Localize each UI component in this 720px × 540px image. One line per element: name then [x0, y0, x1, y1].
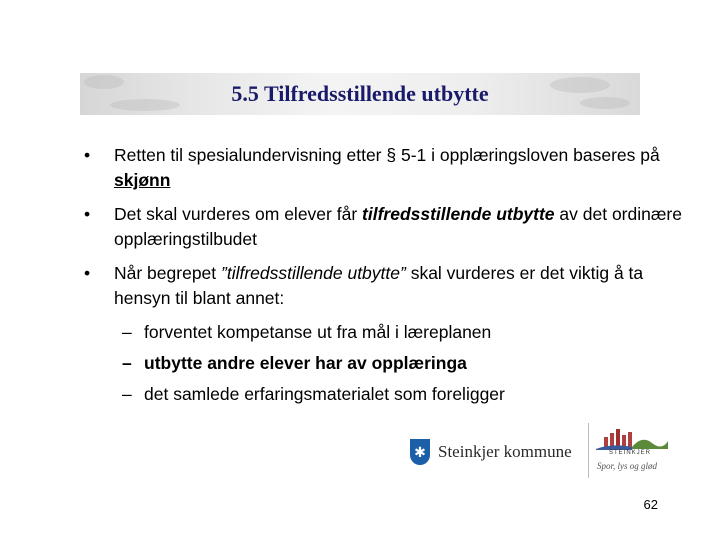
skyline-icon [592, 423, 672, 453]
bullet-glyph: • [84, 204, 91, 224]
town-motto: Spor, lys og glød [597, 461, 658, 471]
title-band [80, 73, 640, 115]
town-logo [592, 423, 672, 481]
page-number: 62 [643, 497, 658, 512]
dash-glyph: – [122, 353, 132, 373]
logo-name: Steinkjer kommune [438, 442, 572, 461]
bullet-text: av det ordinære opplæringstilbudet [114, 204, 682, 249]
bullet-text: Det skal vurderes om elever får [114, 204, 363, 224]
steinkjer-kommune-logo [410, 436, 575, 468]
sub-item-text: forventet kompetanse ut fra mål i læreplanen [144, 322, 492, 342]
bullet-text: skal vurderes er det viktig å ta hensyn til blant annet: [114, 263, 644, 308]
bullet-text: Når begrepet [114, 263, 222, 283]
slide-title: 5.5 Tilfredsstillende utbytte [231, 81, 489, 106]
bullet-item [84, 202, 694, 252]
sub-item-text: det samlede erfaringsmaterialet som foreligger [144, 384, 505, 404]
coat-of-arms-icon: ✱ [410, 439, 430, 465]
dash-glyph: – [122, 322, 132, 342]
town-logo-text: STEINKJER [609, 450, 652, 456]
sub-item [84, 351, 694, 376]
bullet-text: Retten til spesialundervisning etter § 5-1 i opplæringsloven baseres på [114, 145, 660, 165]
bullet-emphasis: tilfredsstillende utbytte [362, 204, 555, 224]
dash-glyph: – [122, 384, 132, 404]
sub-item [84, 382, 694, 407]
sub-item [84, 320, 694, 345]
logo-divider [588, 423, 589, 478]
bullet-item [84, 143, 694, 193]
sub-item-text: utbytte andre elever har av opplæringa [144, 353, 467, 373]
bullet-glyph: • [84, 145, 91, 165]
slide-content [84, 143, 694, 413]
bullet-glyph: • [84, 263, 91, 283]
bullet-emphasis: skjønn [114, 170, 171, 190]
bullet-item [84, 261, 694, 311]
bullet-emphasis: ”tilfredsstillende utbytte” [221, 263, 406, 283]
